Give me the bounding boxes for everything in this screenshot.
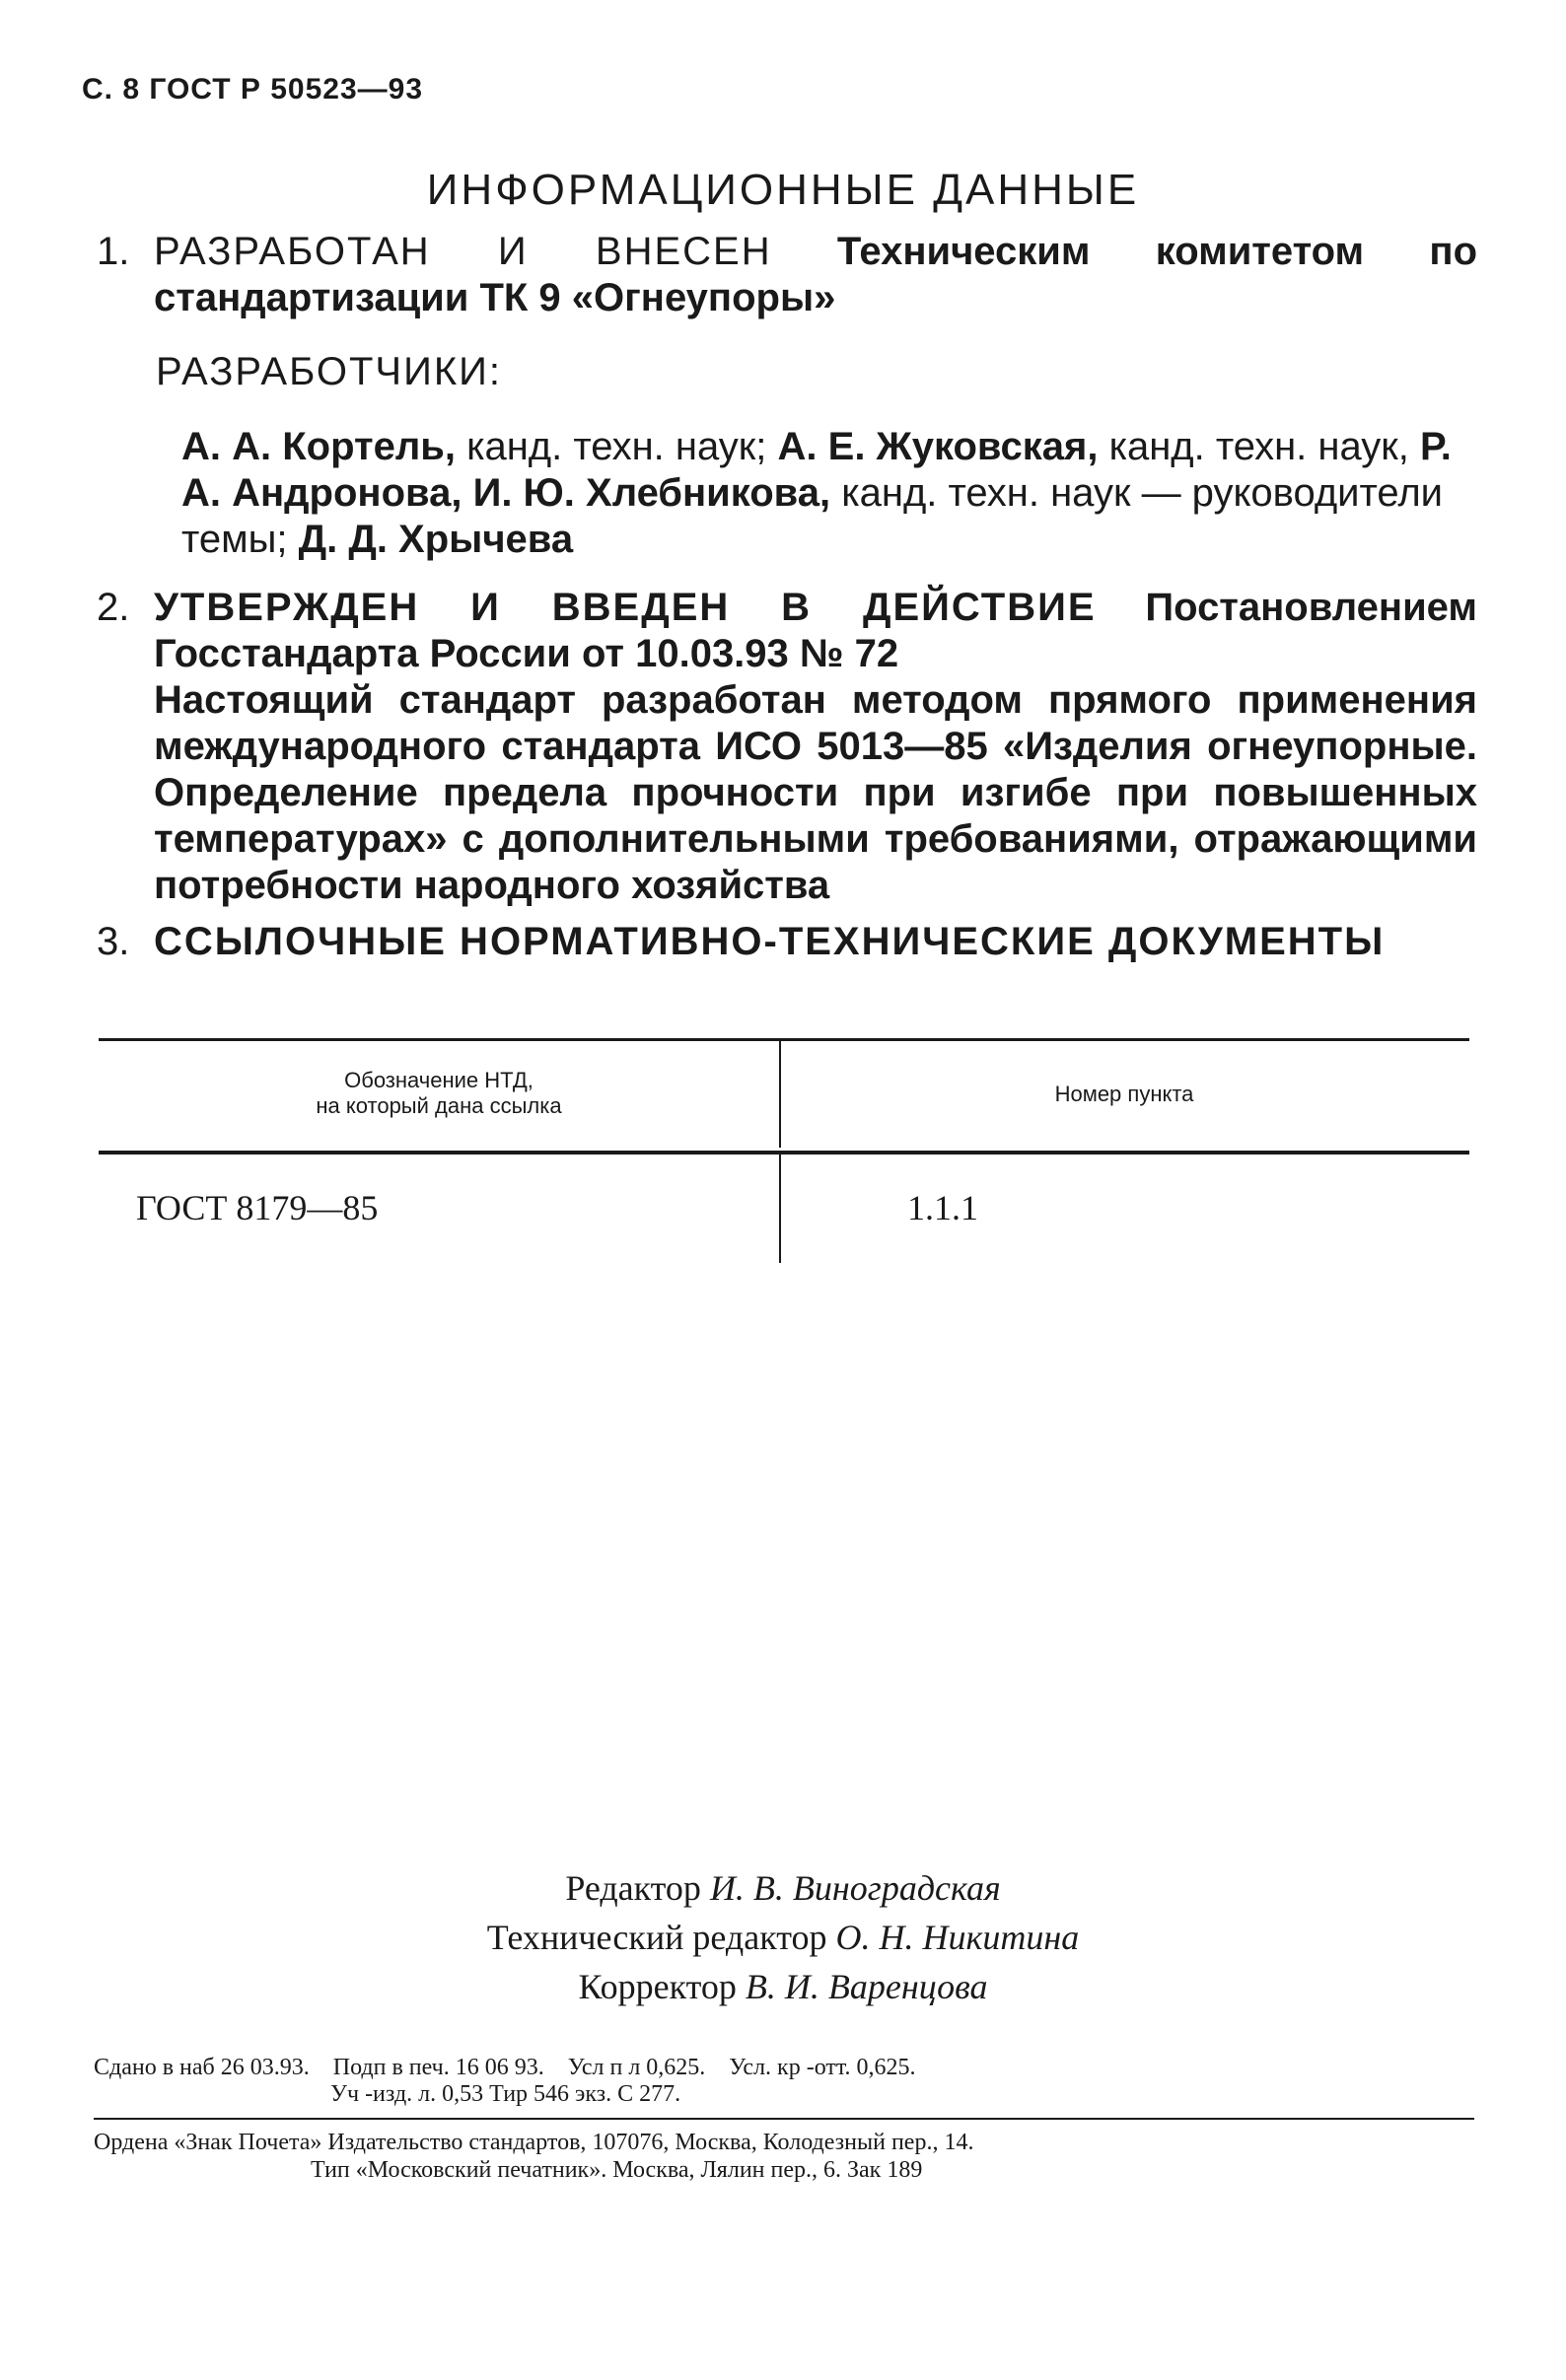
imprint-line-3: Ордена «Знак Почета» Издательство стандартов, 107076, Москва, Колодезный пер., 14. — [94, 2130, 974, 2155]
section-1-lead: РАЗРАБОТАН И ВНЕСЕН — [154, 230, 772, 273]
table-cell-doc: ГОСТ 8179—85 — [136, 1188, 379, 1227]
section-3-heading: ССЫЛОЧНЫЕ НОРМАТИВНО-ТЕХНИЧЕСКИЕ ДОКУМЕНТЫ — [154, 920, 1386, 963]
section-1 — [97, 229, 1477, 321]
imprint-rule — [94, 2118, 1474, 2120]
developer-degree: канд. техн. наук — руководители темы; — [181, 471, 1443, 561]
table-column-divider — [779, 1155, 781, 1263]
page-title: ИНФОРМАЦИОННЫЕ ДАННЫЕ — [426, 166, 1140, 214]
section-2-paragraph: Настоящий стандарт разработан методом прямого применения международного стандарта ИСО 5013—85 «Изделия огнеупорные. Определение предела прочности при изгибе при повышенных температурах» с дополнительными требованиями, отражающими потребности народного хозяйства — [154, 678, 1477, 907]
section-3-number: 3. — [97, 920, 130, 963]
developers-list — [181, 424, 1463, 563]
section-2-number: 2. — [97, 586, 130, 629]
developer-name: А. Е. Жуковская, — [777, 425, 1099, 468]
developer-name: А. А. Кортель, — [181, 425, 456, 468]
page-header: С. 8 ГОСТ Р 50523—93 — [82, 73, 424, 105]
editor-line: Редактор И. В. Виноградская — [565, 1868, 1001, 1908]
section-1-number: 1. — [97, 230, 130, 273]
developer-name: Д. Д. Хрычева — [298, 518, 574, 561]
section-2-lead: УТВЕРЖДЕН И ВВЕДЕН В ДЕЙСТВИЕ — [154, 586, 1097, 629]
table-header-designation: Обозначение НТД, на который дана ссылка — [316, 1068, 562, 1118]
section-2-text: Постановлением Госстандарта России от 10.03.93 № 72 — [154, 586, 1477, 675]
table-header-rule — [99, 1151, 1469, 1155]
section-1-text: Техническим комитетом по стандартизации ТК 9 «Огнеупоры» — [154, 230, 1478, 319]
proofreader-line: Корректор В. И. Варенцова — [578, 1967, 988, 2006]
developer-name: И. Ю. Хлебникова, — [472, 471, 831, 515]
developer-name: Р. А. Андронова, — [181, 425, 1452, 515]
developers-heading: РАЗРАБОТЧИКИ: — [156, 350, 502, 393]
table-column-divider — [779, 1041, 781, 1148]
table-top-rule — [99, 1038, 1469, 1041]
developer-degree: канд. техн. наук; — [466, 425, 767, 468]
section-2 — [97, 585, 1477, 909]
section-3 — [97, 919, 1477, 965]
credits-block — [0, 1863, 1566, 2011]
table-header-item: Номер пункта — [1054, 1082, 1194, 1106]
table-cell-item: 1.1.1 — [907, 1188, 978, 1227]
imprint-line-1: Сдано в наб 26 03.93. Подп в печ. 16 06 93. Усл п л 0,625. Усл. кр -отт. 0,625. — [94, 2055, 916, 2080]
developer-degree: канд. техн. наук, — [1108, 425, 1409, 468]
imprint-line-2: Уч -изд. л. 0,53 Тир 546 экз. С 277. — [330, 2081, 681, 2107]
tech-editor-line: Технический редактор О. Н. Никитина — [486, 1918, 1080, 1957]
imprint-line-4: Тип «Московский печатник». Москва, Лялин пер., 6. Зак 189 — [311, 2157, 923, 2183]
